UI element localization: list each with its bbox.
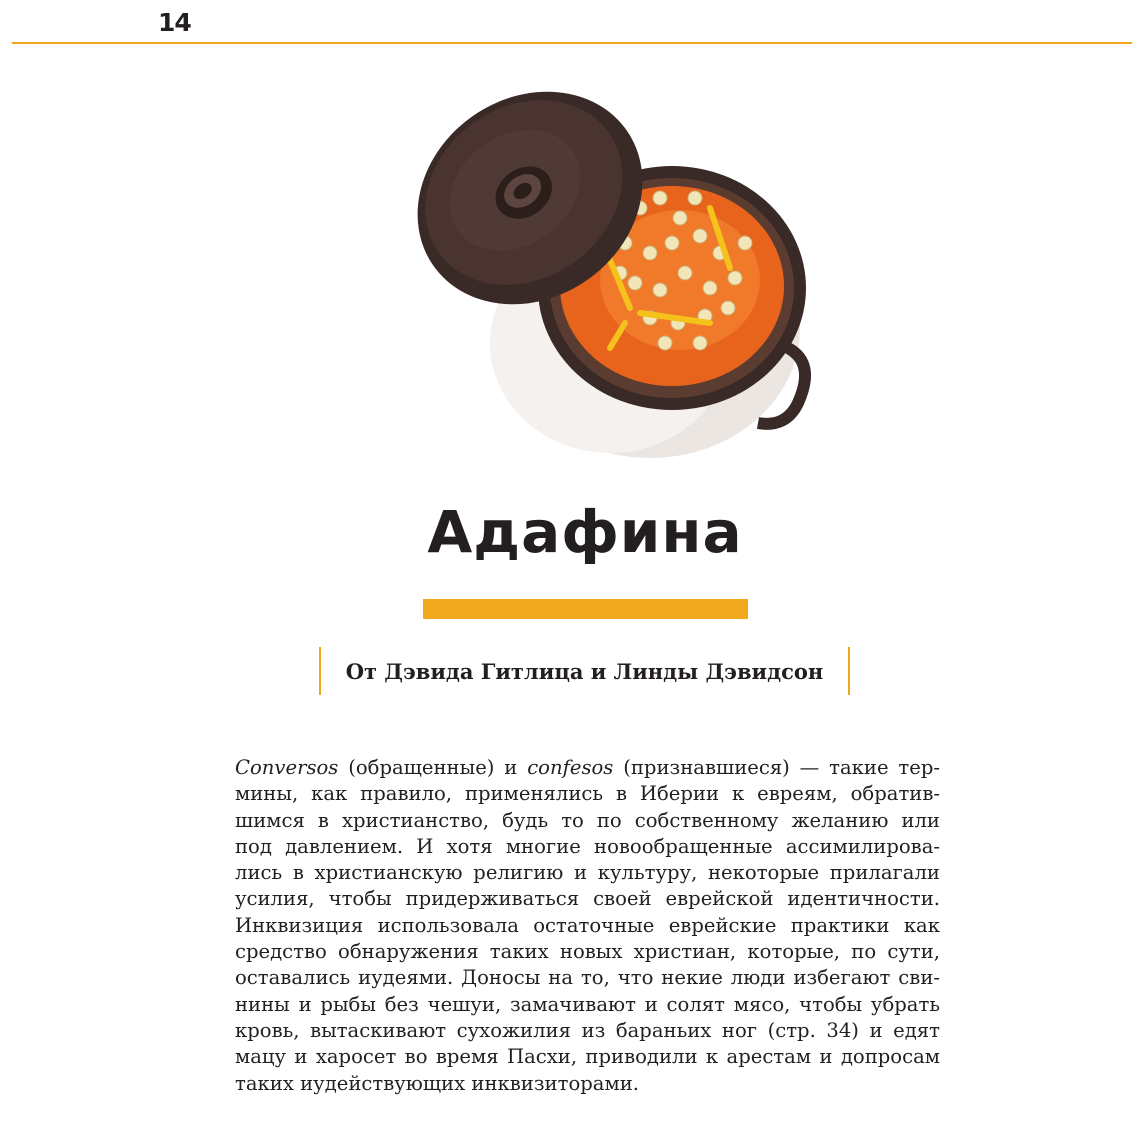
body-line: Инквизиция использовала остаточные еврейские практики как <box>235 913 940 937</box>
body-line: средство обнаружения таких новых христиан, которые, по сути, <box>235 940 940 964</box>
body-line: мины, как правило, применялись в Иберии к евреям, обратив- <box>235 782 940 806</box>
body-line: оставались иудеями. Доносы на то, что некие люди избегают сви- <box>235 966 940 990</box>
body-line: мацу и харосет во время Пасхи, приводили к арестам и допросам <box>235 1045 940 1069</box>
page-number: 14 <box>158 8 191 37</box>
body-line: таких иудействующих инквизиторами. <box>235 1071 639 1095</box>
adafina-pot-photo <box>410 58 820 468</box>
term-conversos: Conversos <box>235 756 339 779</box>
body-line: лись в христианскую религию и культуру, некоторые прилагали <box>235 861 940 885</box>
body-line: под давлением. И хотя многие новообращенные ассимилирова- <box>235 834 940 858</box>
header-rule <box>12 42 1132 44</box>
author-box <box>319 647 850 695</box>
body-line: кровь, вытаскивают сухожилия из бараньих ног (стр. 34) и едят <box>235 1018 940 1042</box>
recipe-title: Адафина <box>427 498 743 566</box>
body-line: Conversos (обращенные) и confesos (признавшиеся) — такие тер- <box>235 756 940 779</box>
title-underline-bar <box>423 599 748 619</box>
body-line: шимся в христианство, будь то по собственному желанию или <box>235 808 940 832</box>
recipe-author: От Дэвида Гитлица и Линды Дэвидсон <box>345 658 824 684</box>
body-line: усилия, чтобы придерживаться своей еврейской идентичности. <box>235 887 940 911</box>
body-line: нины и рыбы без чешуи, замачивают и солят мясо, чтобы убрать <box>235 992 940 1016</box>
body-paragraph <box>235 755 940 1097</box>
term-confesos: confesos <box>527 756 614 779</box>
